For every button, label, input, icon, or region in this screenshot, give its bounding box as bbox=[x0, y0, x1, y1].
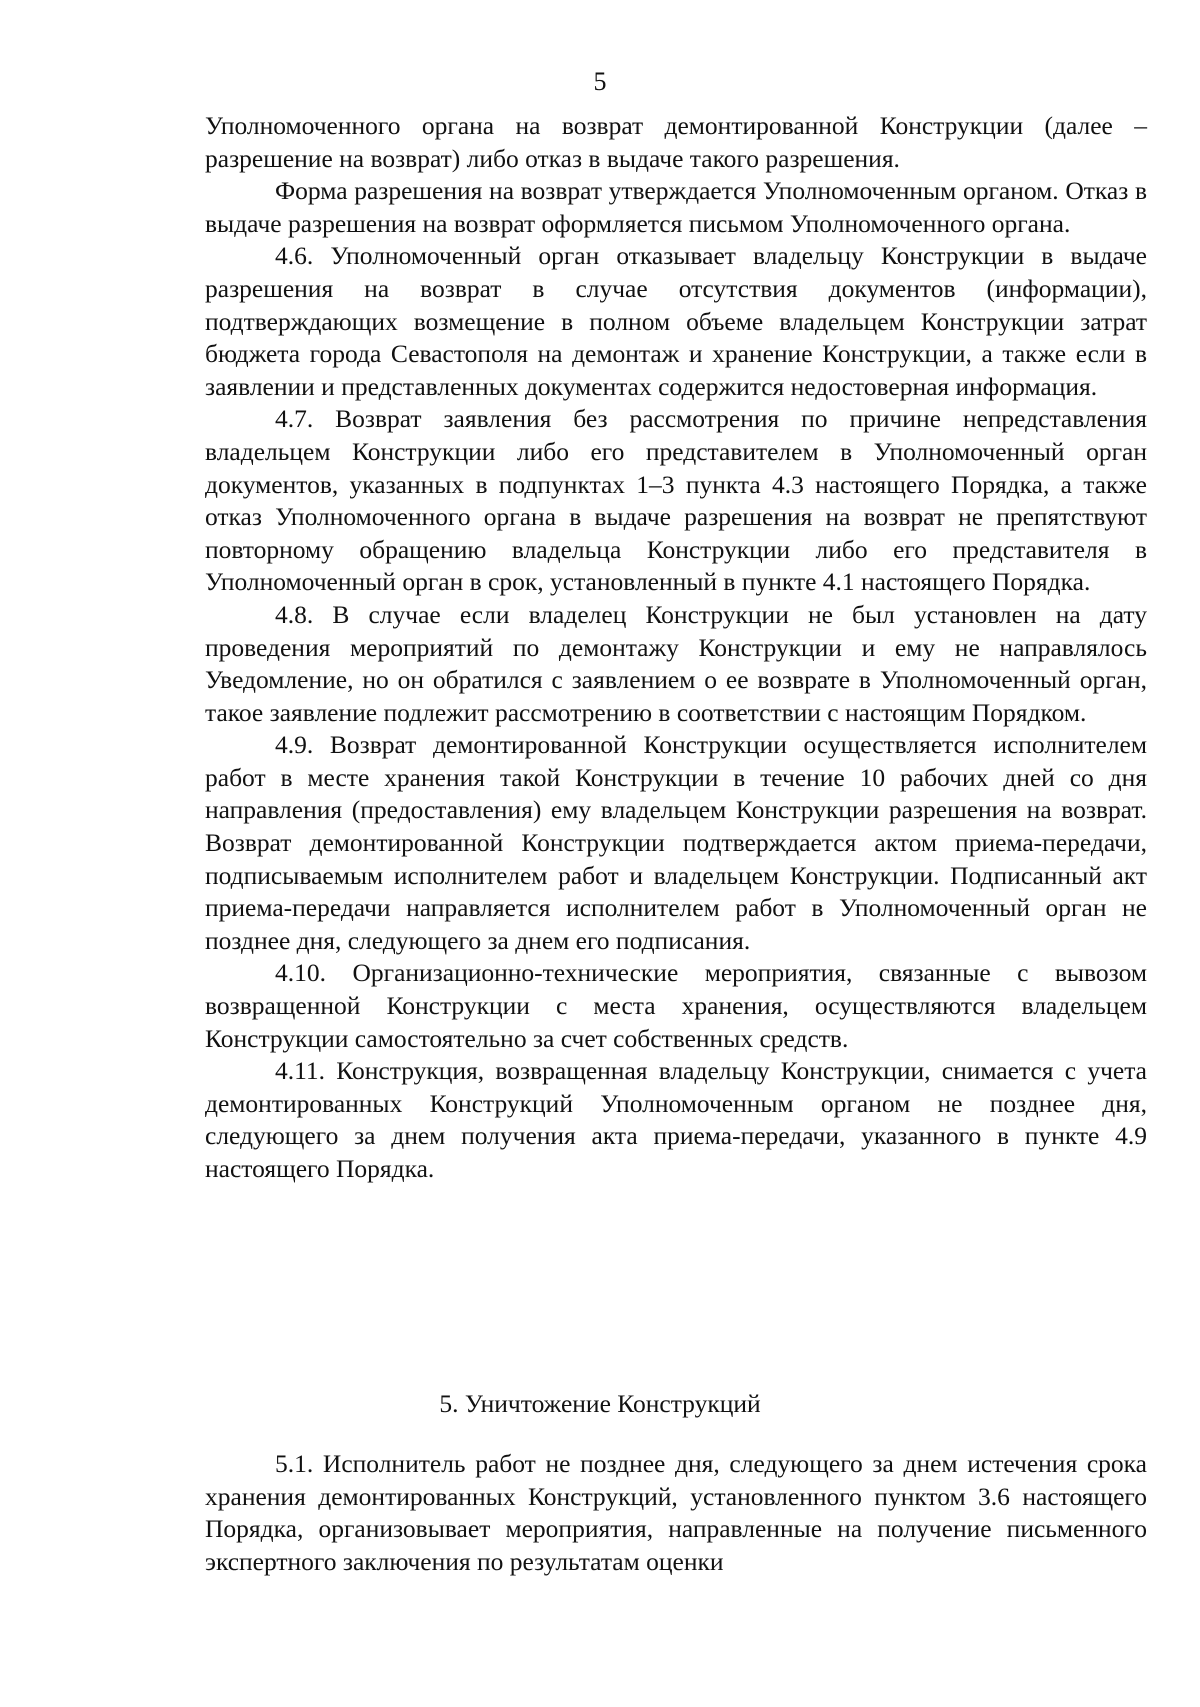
document-body bbox=[205, 110, 1147, 1186]
paragraph-continuation: Уполномоченного органа на возврат демонтированной Конструкции (далее – разрешение на возврат) либо отказ в выдаче такого разрешения. bbox=[205, 111, 1147, 173]
paragraph-4-7: 4.7. Возврат заявления без рассмотрения по причине непредставления владельцем Конструкции либо его представителем в Уполномоченный орган документов, указанных в подпунктах 1–3 пункта 4.3 настоящего Порядка, а также отказ Уполномоченного органа в выдаче разрешения на возврат не препятствуют повторному обращению владельца Конструкции либо его представителя в Уполномоченный орган в срок, установленный в пункте 4.1 настоящего Порядка. bbox=[205, 404, 1147, 597]
section-body bbox=[205, 1448, 1147, 1578]
section-title: 5. Уничтожение Конструкций bbox=[439, 1389, 761, 1418]
paragraph-4-10: 4.10. Организационно-технические мероприятия, связанные с вывозом возвращенной Конструкции с места хранения, осуществляются владельцем Конструкции самостоятельно за счет собственных средств. bbox=[205, 958, 1147, 1053]
paragraph-permission-form: Форма разрешения на возврат утверждается Уполномоченным органом. Отказ в выдаче разрешения на возврат оформляется письмом Уполномоченного органа. bbox=[205, 176, 1147, 238]
paragraph-4-11: 4.11. Конструкция, возвращенная владельцу Конструкции, снимается с учета демонтированных Конструкций Уполномоченным органом не позднее дня, следующего за днем получения акта приема-передачи, указанного в пункте 4.9 настоящего Порядка. bbox=[205, 1056, 1147, 1183]
page-number: 5 bbox=[593, 67, 607, 96]
paragraph-4-9: 4.9. Возврат демонтированной Конструкции осуществляется исполнителем работ в месте хранения такой Конструкции в течение 10 рабочих дней со дня направления (предоставления) ему владельцем Конструкции разрешения на возврат. Возврат демонтированной Конструкции подтверждается актом приема-передачи, подписываемым исполнителем работ и владельцем Конструкции. Подписанный акт приема-передачи направляется исполнителем работ в Уполномоченный орган не позднее дня, следующего за днем его подписания. bbox=[205, 730, 1147, 955]
paragraph-5-1: 5.1. Исполнитель работ не позднее дня, следующего за днем истечения срока хранения демонтированных Конструкций, установленного пунктом 3.6 настоящего Порядка, организовывает мероприятия, направленные на получение письменного экспертного заключения по результатам оценки bbox=[205, 1449, 1147, 1576]
paragraph-4-6: 4.6. Уполномоченный орган отказывает владельцу Конструкции в выдаче разрешения на возврат в случае отсутствия документов (информации), подтверждающих возмещение в полном объеме владельцем Конструкции затрат бюджета города Севастополя на демонтаж и хранение Конструкции, а также если в заявлении и представленных документах содержится недостоверная информация. bbox=[205, 241, 1147, 401]
paragraph-4-8: 4.8. В случае если владелец Конструкции не был установлен на дату проведения мероприятий по демонтажу Конструкции и ему не направлялось Уведомление, но он обратился с заявлением о ее возврате в Уполномоченный орган, такое заявление подлежит рассмотрению в соответствии с настоящим Порядком. bbox=[205, 599, 1147, 727]
